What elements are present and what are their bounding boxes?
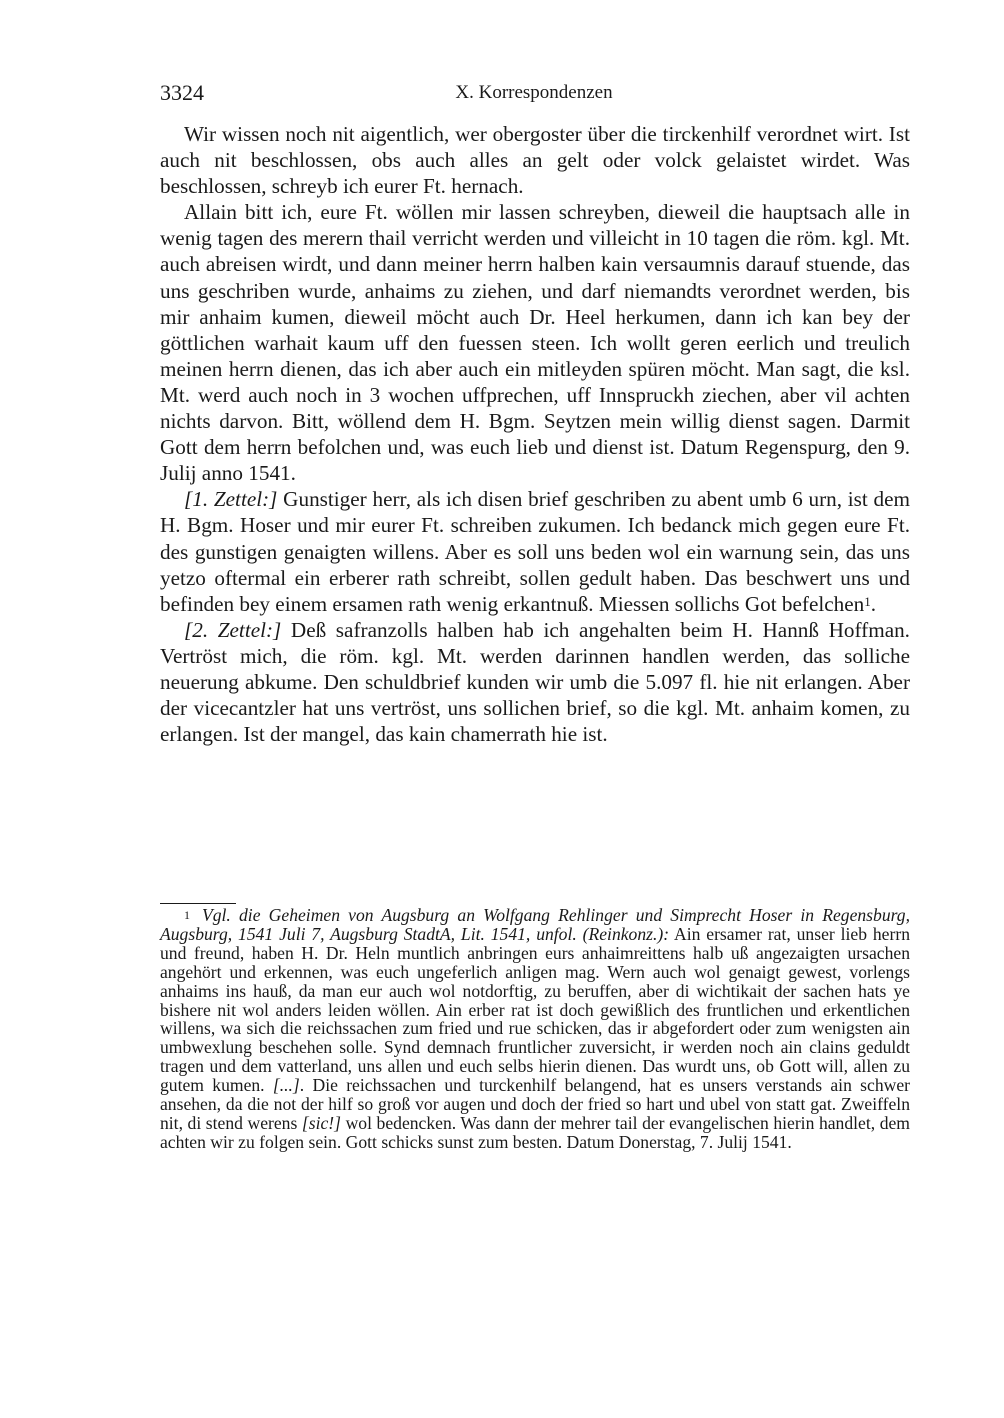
paragraph-4 <box>160 617 910 747</box>
footnote-rule <box>160 903 236 904</box>
footnote-block <box>160 906 910 1152</box>
footnote-reference[interactable]: 1 <box>864 593 871 609</box>
footnote-text-2: . Die reichssachen und turckenhilf belangend, hat es unsers verstands ain schwer ansehen, da die not der hilf so groß vor augen und doch der fried so hart und ubel von statt gat. Zweiffeln nit, di stend werens <box>160 1075 910 1133</box>
footnote-text-1: Ain ersamer rat, unser lieb herrn und freund, haben H. Dr. Heln muntlich anbringen eurs anhaimreittens halb uß angezaigten ursachen angehört und erkennen, was euch ungeferlich anligen mag. Wern auch wol genaigt gewest, vorlengs anhaims ins hauß, da man eur auch wol notdorftig, zu beruffen, aber di wichtikait der sachen hats ye bishere nit wol anders leiden wöllen. Ain erber rat ist doch gewißlich des fruntlichen und erkentlichen willens, wa sich die reichssachen zum fried und rue schicken, das ir abgefordert oder zum wenigsten ain umbwexlung beschehen solle. Synd demnach fruntlicher zuversicht, ir werden noch ain clains geduldt tragen und dem vatterland, uns allen und euch selbs hierin dienen. Das wurdt uns, ob Gott will, allen zu gutem kumen. <box>160 923 910 1096</box>
zettel-2-label: [2. Zettel:] <box>184 617 282 642</box>
paragraph-4-text: Deß safranzolls halben hab ich angehalten beim H. Hannß Hoffman. Vertröst mich, die röm. kgl. Mt. werden darinnen handlen werden, das solliche neuerung abkume. Den schuldbrief kunden wir umb die 5.097 fl. hie nit erlangen. Aber der vicecantzler hat uns vertröst, uns sollichen brief, so die kgl. Mt. anhaim komen, zu erlangen. Ist der mangel, das kain chamerrath hie ist. <box>160 617 910 747</box>
zettel-1-label: [1. Zettel:] <box>184 487 278 512</box>
footnote-source: Vgl. die Geheimen von Augsburg an Wolfgang Rehlinger und Simprecht Hoser in Regensburg, Augsburg, 1541 Juli 7, Augsburg StadtA, Lit. 1541, unfol. (Reinkonz.): <box>160 905 910 944</box>
page-number: 3324 <box>160 80 204 105</box>
paragraph-3-end: . <box>870 591 877 616</box>
footnote-1 <box>160 906 910 1152</box>
paragraph-3-text: Gunstiger herr, als ich disen brief geschriben zu abent umb 6 urn, ist dem H. Bgm. Hoser und mir eurer Ft. schreiben zukumen. Ich bedanck mich gegen eure Ft. des gunstigen genaigten willens. Aber es soll uns beden wol ein warnung sein, das uns yetzo oftermal ein erberer rath schreibt, sollen gedult haben. Das beschwert uns und befinden bey einem ersamen rath wenig erkantnuß. Miessen sollichs Got befelchen <box>160 487 910 616</box>
paragraph-2: Allain bitt ich, eure Ft. wöllen mir lassen schreyben, dieweil die hauptsach alle in wenig tagen des merern thail verricht werden und villeicht in 10 tagen die röm. kgl. Mt. auch abreisen wirdt, und dann meiner herrn halben kain versaumnis darauf stuende, das uns geschriben wurde, anhaims zu ziehen, und darf niemandts verordnet werden, bis mir anhaim kumen, dieweil möcht auch Dr. Heel herkumen, dann ich kan bey der göttlichen warhait kaum uff den fuessen steen. Ich wollt geren eerlich und treulich meinen herrn dienen, das ich aber auch ein mitleyden spüren möcht. Man sagt, die ksl. Mt. werd auch noch in 3 wochen uffprechen, uff Innspruckh ziechen, aber vil achten nichts darvon. Bitt, wöllend dem H. Bgm. Seytzen mein willig dienst sagen. Darmit Gott dem herrn befolchen und, was euch lieb und dienst ist. Datum Regenspurg, den 9. Julij anno 1541. <box>160 200 910 486</box>
footnote-ellipsis: [...] <box>272 1075 300 1096</box>
footnote-sic: [sic!] <box>301 1112 342 1133</box>
footnote-text-3: wol bedencken. Was dann der mehrer tail der evangelischen hierin handlet, dem achten wir zu folgen sein. Gott schicks sunst zum besten. Datum Donerstag, 7. Julij 1541. <box>160 1112 910 1152</box>
running-head: X. Korrespondenzen <box>455 82 613 103</box>
footnote-number: 1 <box>184 908 190 922</box>
paragraph-3 <box>160 486 910 616</box>
paragraph-1: Wir wissen noch nit aigentlich, wer obergoster über die tirckenhilf verordnet wirt. Ist auch nit beschlossen, obs auch alles an gelt oder volck gelaistet wirdet. Was beschlossen, schreyb ich eurer Ft. hernach. <box>160 122 910 199</box>
main-text <box>160 121 910 747</box>
